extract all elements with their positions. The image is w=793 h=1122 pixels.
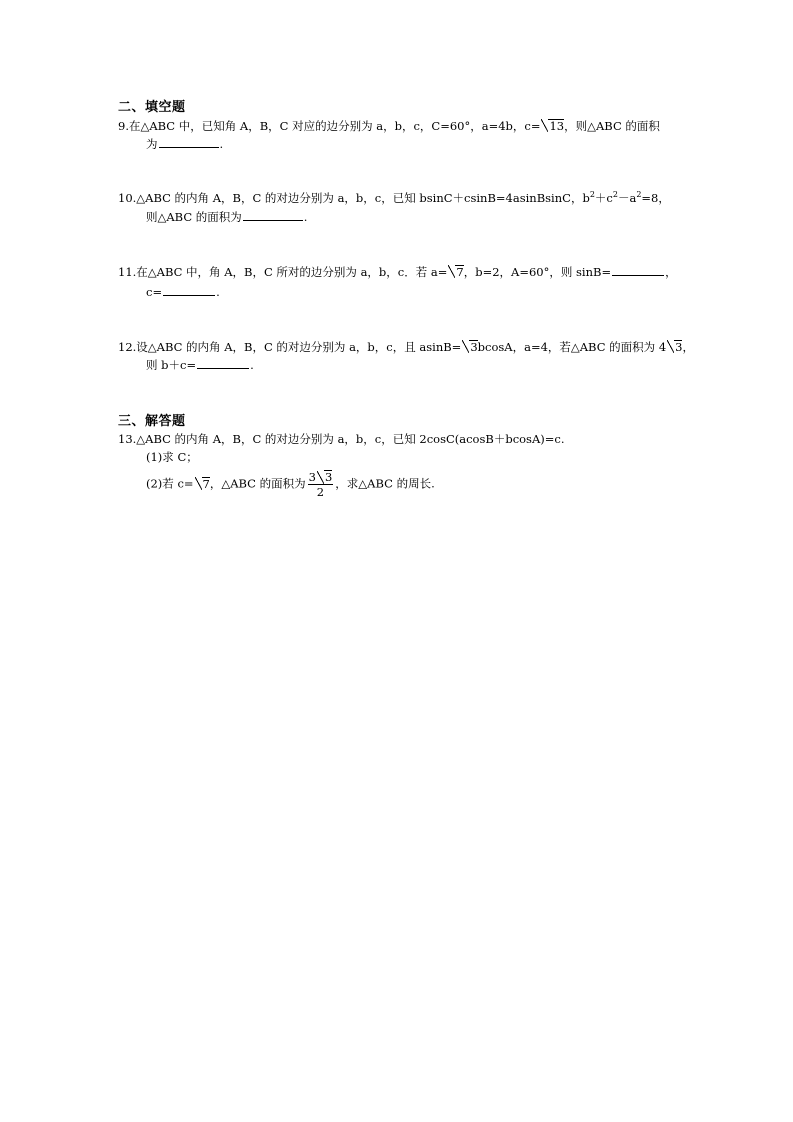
fraction (308, 470, 334, 499)
question-13-part-2 (146, 470, 435, 499)
q11-text-b: ，b=2，A=60°，则 sinB= (463, 265, 612, 279)
q9-text-a: 9.在△ABC 中，已知角 A，B，C 对应的边分别为 a，b，c，C=60°，a=4b，c= (118, 119, 541, 133)
question-13-part-1: (1)求 C； (146, 450, 198, 464)
q11-text-d: c= (146, 285, 163, 299)
sqrt-symbol (462, 339, 477, 355)
q13-radicand: 7 (202, 476, 210, 491)
q13-text-b: ，△ABC 的面积为 (209, 476, 306, 491)
q10-text-a: 10.△ABC 的内角 A，B，C 的对边分别为 a，b，c，已知 bsinC＋csinB=4asinBsinC，b (118, 191, 590, 205)
answer-blank (163, 284, 215, 296)
sqrt-symbol (667, 339, 682, 355)
q9-text-c: 为 (146, 137, 158, 151)
q11-text-c: ， (665, 265, 677, 279)
q12-text-b: bcosA，a=4，若△ABC 的面积为 4 (477, 340, 667, 354)
q11-text-a: 11.在△ABC 中，角 A，B，C 所对的边分别为 a，b，c．若 a= (118, 265, 448, 279)
q10-text-b: ＋c (594, 191, 613, 205)
q10-exp-3: 2 (636, 190, 642, 199)
fraction-denominator: 2 (316, 485, 325, 499)
question-12-line-1 (118, 339, 694, 355)
question-9-line-1 (118, 118, 660, 134)
sqrt-symbol (317, 470, 332, 484)
answer-blank (159, 136, 219, 148)
question-11-line-2 (146, 284, 220, 300)
q12-radicand-1: 3 (470, 340, 478, 354)
q11-text-e: . (216, 285, 220, 299)
answer-blank (197, 357, 249, 369)
q10-text-e: 则△ABC 的面积为 (146, 210, 242, 224)
question-11-line-1 (118, 264, 677, 280)
q12-radicand-2: 3 (675, 340, 683, 354)
q10-text-c: －a (617, 191, 637, 205)
q13-text-c: ，求△ABC 的周长. (335, 476, 435, 491)
question-13-line-1: 13.△ABC 的内角 A，B，C 的对边分别为 a，b，c，已知 2cosC(acosB＋bcosA)=c. (118, 432, 565, 446)
sqrt-symbol (195, 476, 210, 492)
q13-text-a: (2)若 c= (146, 476, 194, 491)
question-10-line-1 (118, 190, 670, 206)
q9-text-b: ，则△ABC 的面积 (564, 119, 660, 133)
question-12-line-2 (146, 357, 254, 373)
question-9-line-2 (146, 136, 223, 152)
answer-blank (612, 264, 664, 276)
q11-radicand: 7 (456, 265, 464, 279)
q9-text-d: . (219, 137, 224, 151)
q10-text-f: . (303, 210, 308, 224)
section-title-fill-in: 二、填空题 (118, 100, 186, 115)
q13-num-radicand: 3 (324, 470, 333, 484)
q12-text-d: 则 b＋c= (146, 358, 197, 372)
question-10-line-2 (146, 209, 307, 225)
section-title-solve: 三、解答题 (118, 414, 186, 429)
fraction-numerator (308, 470, 334, 485)
q12-text-e: . (250, 358, 254, 372)
answer-blank (243, 209, 303, 221)
sqrt-symbol (541, 118, 564, 134)
q10-exp-1: 2 (589, 190, 595, 199)
q9-radicand: 13 (549, 119, 565, 133)
q13-num-coef: 3 (308, 470, 316, 484)
q12-text-a: 12.设△ABC 的内角 A，B，C 的对边分别为 a，b，c，且 asinB= (118, 340, 462, 354)
q10-text-d: =8， (641, 191, 670, 205)
q10-exp-2: 2 (612, 190, 618, 199)
sqrt-symbol (448, 264, 463, 280)
q12-text-c: ， (682, 340, 694, 354)
